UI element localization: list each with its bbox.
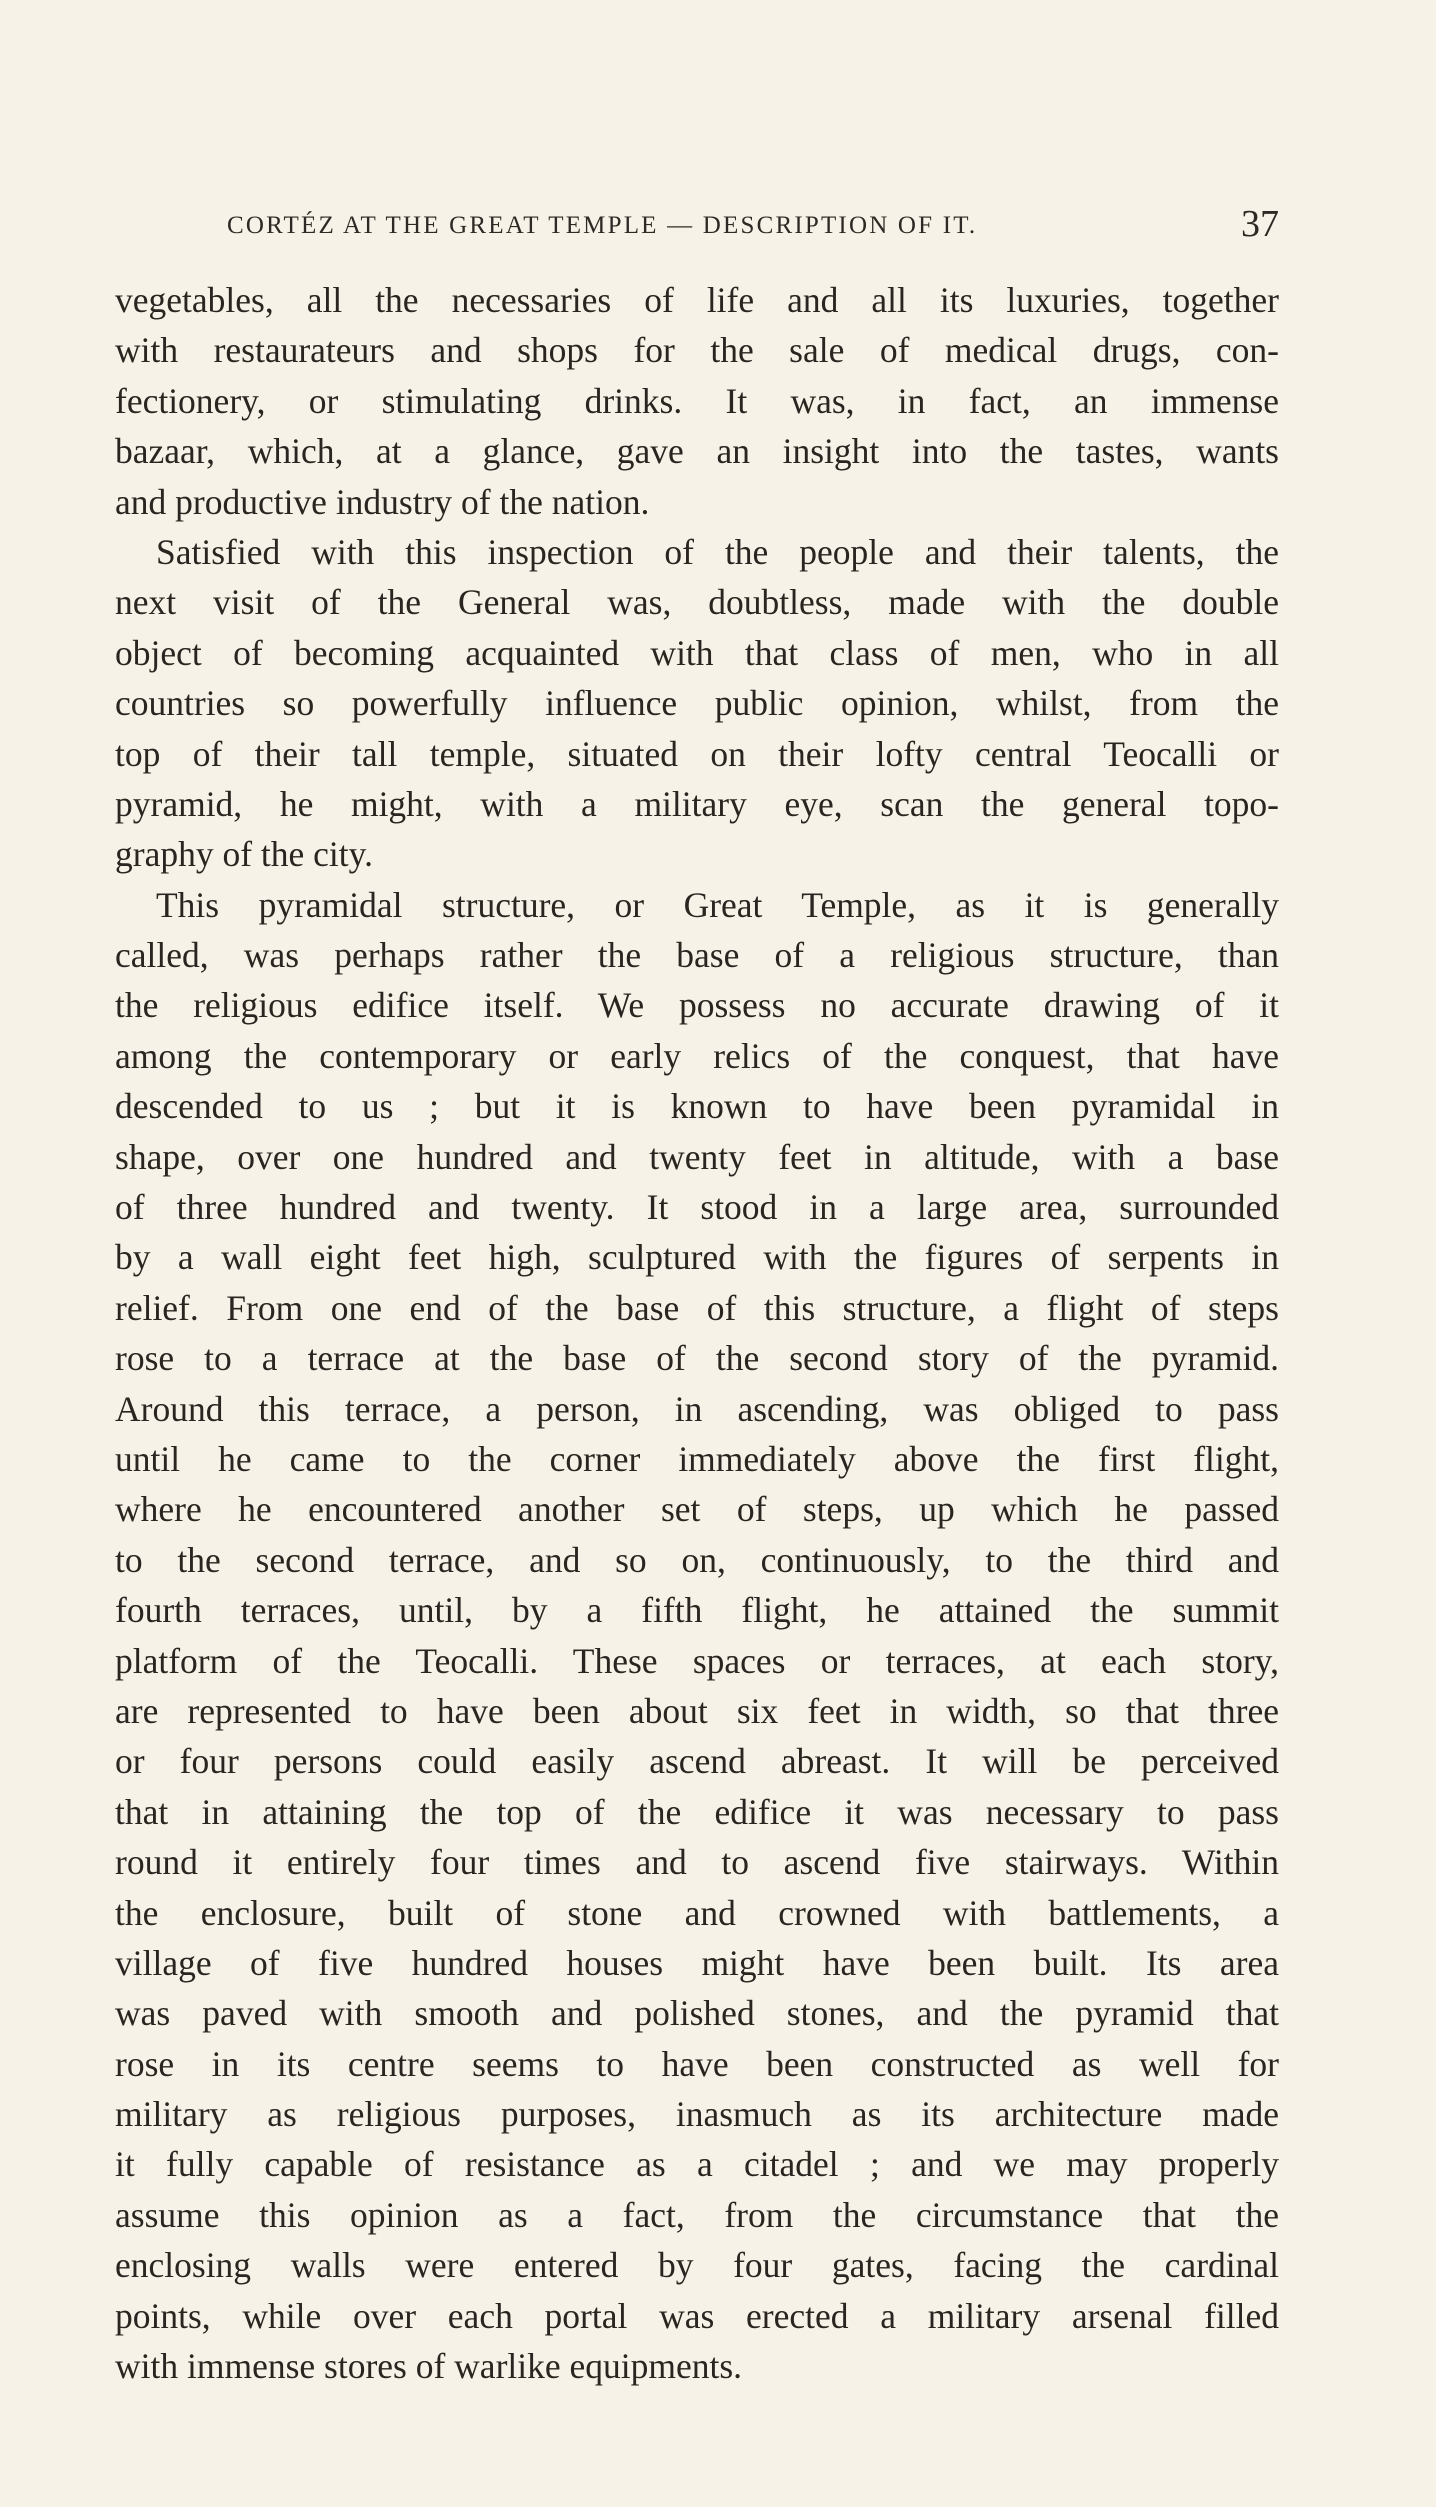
- text-line: rose in its centre seems to have been constructed as well for: [115, 2043, 1279, 2084]
- text-line: top of their tall temple, situated on their lofty central Teocalli or: [115, 733, 1279, 774]
- text-line: was paved with smooth and polished stones, and the pyramid that: [115, 1993, 1279, 2034]
- paragraph: [115, 275, 1279, 527]
- text-line: fourth terraces, until, by a fifth flight, he attained the summit: [115, 1590, 1279, 1631]
- text-line: to the second terrace, and so on, continuously, to the third and: [115, 1539, 1279, 1580]
- text-line: Around this terrace, a person, in ascending, was obliged to pass: [115, 1388, 1279, 1429]
- text-line: bazaar, which, at a glance, gave an insight into the tastes, wants: [115, 431, 1279, 472]
- text-line: the religious edifice itself. We possess no accurate drawing of it: [115, 985, 1279, 1026]
- text-line: descended to us ; but it is known to have been pyramidal in: [115, 1086, 1279, 1127]
- text-line: vegetables, all the necessaries of life and all its luxuries, together: [115, 280, 1279, 320]
- text-line: village of five hundred houses might have been built. Its area: [115, 1942, 1279, 1983]
- text-line: relief. From one end of the base of this structure, a flight of steps: [115, 1287, 1279, 1328]
- text-line: next visit of the General was, doubtless, made with the double: [115, 582, 1279, 623]
- body-text: [115, 275, 1279, 2391]
- text-line: Satisfied with this inspection of the people and their talents, the: [156, 531, 1279, 572]
- text-line: it fully capable of resistance as a citadel ; and we may properly: [115, 2144, 1279, 2185]
- text-line: rose to a terrace at the base of the second story of the pyramid.: [115, 1338, 1279, 1379]
- text-line: with immense stores of warlike equipments.: [115, 2346, 743, 2387]
- text-line: the enclosure, built of stone and crowned with battlements, a: [115, 1892, 1279, 1933]
- text-line: object of becoming acquainted with that class of men, who in all: [115, 632, 1279, 673]
- text-line: until he came to the corner immediately above the first flight,: [115, 1438, 1279, 1479]
- text-line: are represented to have been about six feet in width, so that three: [115, 1690, 1279, 1731]
- text-line: and productive industry of the nation.: [115, 481, 650, 522]
- text-line: of three hundred and twenty. It stood in a large area, surrounded: [115, 1187, 1279, 1228]
- text-line: or four persons could easily ascend abreast. It will be perceived: [115, 1741, 1279, 1782]
- text-line: countries so powerfully influence public opinion, whilst, from the: [115, 683, 1279, 724]
- paragraph: [115, 880, 1279, 2392]
- text-line: where he encountered another set of steps, up which he passed: [115, 1489, 1279, 1530]
- text-line: assume this opinion as a fact, from the circumstance that the: [115, 2194, 1279, 2235]
- text-line: This pyramidal structure, or Great Temple, as it is generally: [156, 884, 1279, 925]
- text-line: that in attaining the top of the edifice it was necessary to pass: [115, 1791, 1279, 1832]
- text-line: pyramid, he might, with a military eye, scan the general topo-: [115, 783, 1279, 824]
- text-line: called, was perhaps rather the base of a religious structure, than: [115, 935, 1279, 976]
- text-line: platform of the Teocalli. These spaces or terraces, at each story,: [115, 1640, 1279, 1681]
- text-line: by a wall eight feet high, sculptured with the figures of serpents in: [115, 1237, 1279, 1278]
- text-line: points, while over each portal was erected a military arsenal filled: [115, 2295, 1279, 2336]
- text-line: enclosing walls were entered by four gates, facing the cardinal: [115, 2245, 1279, 2286]
- text-line: with restaurateurs and shops for the sale of medical drugs, con-: [115, 330, 1279, 371]
- text-line: among the contemporary or early relics of the conquest, that have: [115, 1035, 1279, 1076]
- text-line: military as religious purposes, inasmuch as its architecture made: [115, 2094, 1279, 2135]
- text-line: round it entirely four times and to ascend five stairways. Within: [115, 1842, 1279, 1883]
- running-title: CORTÉZ AT THE GREAT TEMPLE — DESCRIPTION OF IT.: [227, 212, 978, 239]
- text-line: graphy of the city.: [115, 834, 373, 875]
- text-line: fectionery, or stimulating drinks. It was, in fact, an immense: [115, 380, 1279, 421]
- text-line: shape, over one hundred and twenty feet in altitude, with a base: [115, 1136, 1279, 1177]
- paragraph: [115, 527, 1279, 880]
- running-head: [227, 198, 1279, 258]
- page-number: 37: [1241, 203, 1279, 245]
